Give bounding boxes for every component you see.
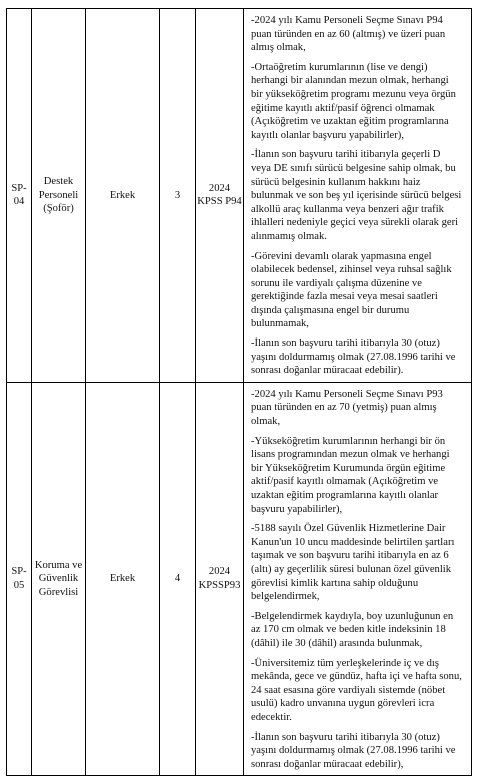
requirement-item: -İlanın son başvuru tarihi itibarıyla 30 (otuz) yaşını doldurmamış olmak (27.08.1996 tarihi ve sonrası doğanlar müracaat edebilir). bbox=[251, 338, 456, 377]
table-row-sp04 bbox=[7, 9, 472, 383]
position-requirements bbox=[244, 382, 472, 775]
position-title: Koruma ve Güvenlik Görevlisi bbox=[32, 382, 86, 775]
position-count: 3 bbox=[160, 9, 196, 383]
positions-table bbox=[6, 8, 472, 776]
requirement-item: -2024 yılı Kamu Personeli Seçme Sınavı P94 puan türünden en az 60 (altmış) ve üzeri puan almış olmak, bbox=[251, 15, 446, 54]
position-code: SP-05 bbox=[7, 382, 32, 775]
position-exam: 2024 KPSS P94 bbox=[196, 9, 244, 383]
requirement-item: -Yükseköğretim kurumlarının herhangi bir ön lisans programından mezun olmak ve herhangi bir Yükseköğretim Kurumunda örgün eğitime aktif/pasif kayıtlı olmamak (Açıköğretim ve uzaktan eğitim programlarına kayıtlı olanlar başvuru yapabilirler), bbox=[251, 435, 450, 515]
position-exam: 2024 KPSSP93 bbox=[196, 382, 244, 775]
requirement-item: -2024 yılı Kamu Personeli Seçme Sınavı P93 puan türünden en az 70 (yetmiş) puan almış olmak, bbox=[251, 388, 443, 428]
position-title: Destek Personeli (Şoför) bbox=[32, 9, 86, 383]
requirement-item: -5188 sayılı Özel Güvenlik Hizmetlerine Dair Kanun'un 10 uncu maddesinde belirtilen şartları taşımak ve son başvuru tarihi itibarıyla en az 6 (altı) ay geçerlilik süresi bulunan özel güvenlik görevlisi kimlik kartına sahip olduğunu belgelendirmek, bbox=[251, 523, 455, 603]
requirement-item: -İlanın son başvuru tarihi itibarıyla 30 (otuz) yaşını doldurmamış olmak (27.08.1996 tarihi ve sonrası doğanlar müracaat edebilir), bbox=[251, 731, 456, 770]
position-gender: Erkek bbox=[86, 382, 160, 775]
requirement-item: -Görevini devamlı olarak yapmasına engel olabilecek bedensel, zihinsel veya ruhsal sağlık sorunu ile vardiyalı çalışma düzenine ve gerektiğinde fazla mesai veya mesai saatleri dışında çalışmasına engel bir durumu bulunmamak, bbox=[251, 250, 452, 330]
position-gender: Erkek bbox=[86, 9, 160, 383]
position-code: SP-04 bbox=[7, 9, 32, 383]
table-row-sp05 bbox=[7, 382, 472, 775]
position-count: 4 bbox=[160, 382, 196, 775]
requirement-item: -Belgelendirmek kaydıyla, boy uzunluğunun en az 170 cm olmak ve beden kitle indeksinin 18 (dâhil) ile 30 (dâhil) arasında bulunmak, bbox=[251, 610, 454, 649]
requirement-item: -Üniversitemiz tüm yerleşkelerinde iç ve dış mekânda, gece ve gündüz, hafta içi ve hafta sonu, 24 saat esasına göre vardiyalı sistemde (nöbet usulü) kadro unvanına uygun görevleri icra edecektir. bbox=[251, 657, 462, 723]
requirement-item: -İlanın son başvuru tarihi itibarıyla geçerli D veya DE sınıfı sürücü belgesine sahip olmak, bu sürücü belgesinin kullanım hakkını haiz bulunmak ve son beş yıl içerisinde sürücü belgesi alkollü araç kullanma veya benzeri ağır trafik ihlalleri nedeniyle geçici veya sürekli olarak geri alınmamış olmak. bbox=[251, 149, 462, 242]
requirement-item: -Ortaöğretim kurumlarının (lise ve dengi) herhangi bir alanından mezun olmak, herhangi bir yükseköğretim programı mezunu veya örgün eğitime kayıtlı aktif/pasif öğrenci olmamak (Açıköğretim ve uzaktan eğitim programlarına kayıtlı olanlar başvuru yapabilirler), bbox=[251, 61, 456, 141]
position-requirements bbox=[244, 9, 472, 383]
